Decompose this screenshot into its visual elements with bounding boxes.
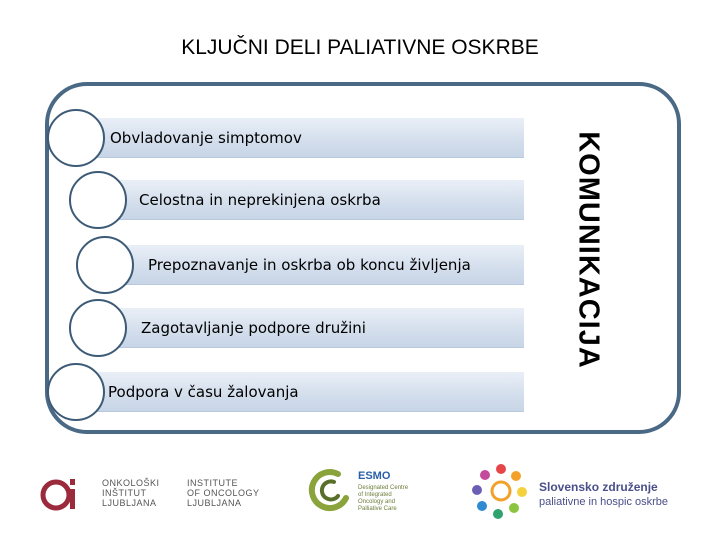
list-item bbox=[82, 118, 524, 158]
esmo-title: ESMO bbox=[358, 470, 391, 482]
esmo-text: Designated Centre of Integrated Oncology and Palliative Care bbox=[358, 485, 409, 512]
side-label-container bbox=[568, 110, 608, 390]
bullet-circle bbox=[69, 299, 127, 357]
oi-name-english: INSTITUTE OF ONCOLOGY LJUBLJANA bbox=[187, 478, 260, 508]
bullet-circle bbox=[69, 171, 127, 229]
bullet-circle bbox=[47, 363, 105, 421]
item-label: Zagotavljanje podpore družini bbox=[141, 318, 366, 337]
list-item bbox=[103, 180, 524, 220]
item-label: Obvladovanje simptomov bbox=[110, 128, 302, 147]
list-item bbox=[103, 308, 524, 348]
list-item bbox=[82, 372, 524, 412]
item-label: Podpora v času žalovanja bbox=[108, 382, 299, 401]
item-label: Prepoznavanje in oskrba ob koncu življenja bbox=[148, 255, 471, 274]
esmo-swirl-icon bbox=[308, 468, 352, 512]
page-title: KLJUČNI DELI PALIATIVNE OSKRBE bbox=[181, 36, 539, 59]
bullet-circle bbox=[76, 236, 134, 294]
item-label: Celostna in neprekinjena oskrba bbox=[139, 190, 381, 209]
side-label: KOMUNIKACIJA bbox=[572, 131, 605, 369]
oncology-institute-logo bbox=[40, 476, 80, 512]
association-logo-icon bbox=[470, 462, 532, 520]
oi-name-slovene: ONKOLOŠKI INŠTITUT LJUBLJANA bbox=[102, 478, 160, 508]
list-item bbox=[110, 245, 524, 285]
association-title: Slovensko združenje bbox=[539, 480, 658, 494]
bullet-circle bbox=[47, 109, 105, 167]
association-subtitle: paliativne in hospic oskrbe bbox=[539, 496, 669, 508]
logo-strip bbox=[0, 458, 720, 528]
